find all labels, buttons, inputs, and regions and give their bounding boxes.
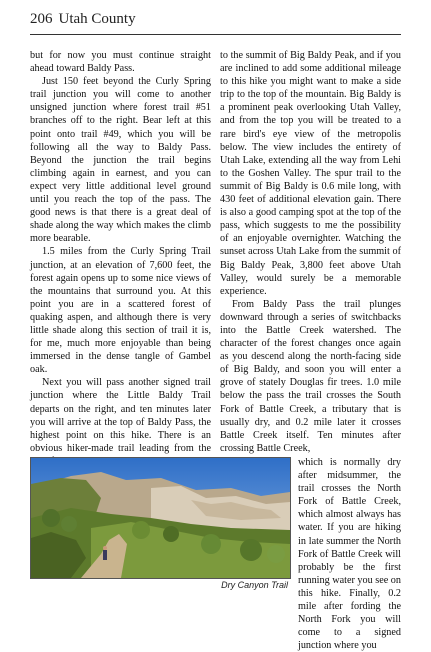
paragraph: which is normally dry after midsummer, the trail crosses the North Fork of Battle Creek, which almost always has water. If you are hiking in late summer the North Fork of Battle Creek will probably be the first running water you see on this hike. Finally, 0.2 mile after fording the North Fork you will come to a signed junction where you [298, 457, 401, 652]
header-rule [30, 34, 401, 35]
paragraph: but for now you must continue straight ahead toward Baldy Pass. [30, 50, 211, 75]
paragraph: 1.5 miles from the Curly Spring Trail junction, at an elevation of 7,600 feet, the forest again opens up to some nice views of the mountains that surround you. At this point you are in a scattered forest of quaking aspen, and although there is very little shade along this section of trail it is, for me, much more enjoyable than being immersed in the dense tangle of Gambel oak. [30, 246, 211, 376]
canyon-photo-illustration [31, 458, 290, 578]
narrow-text-column [298, 456, 401, 652]
trail-photo [30, 457, 291, 579]
page-header [30, 10, 401, 34]
paragraph: Just 150 feet beyond the Curly Spring trail junction you will come to another unsigned junction where forest trail #51 branches off to the right. Bear left at this point onto trail #49, which you will be following all the way to Baldy Pass. Beyond the junction the trail begins climbing again in earnest, and you can expect very little additional level ground until you reach the top of the pass. The good news is that there is a great deal of shade along the way which makes the climb more bearable. [30, 76, 211, 245]
paragraph: Next you will pass another signed trail junction where the Little Baldy Trail departs on the right, and ten minutes later you will arrive at the top of Baldy Pass, the highest point on this hike. There is an obvious hiker-made trail leading from the [30, 377, 211, 454]
paragraph: From Baldy Pass the trail plunges downward through a series of switchbacks into the Battle Creek watershed. The character of the forest changes once again as you descend along the north-facing side of Big Baldy, and soon you will enter a grove of stately Douglas fir trees. 1.0 mile below the pass the trail crosses the South Fork of Battle Creek, a tributary that is usually dry, and 0.2 mile later it crosses Battle Creek itself. Ten minutes after crossing Battle Creek, [220, 298, 401, 454]
running-title: Utah County [58, 11, 136, 27]
page-number: 206 [30, 11, 53, 27]
photo-caption: Dry Canyon Trail [221, 580, 288, 590]
left-text-column [30, 49, 211, 468]
right-text-column [220, 49, 401, 455]
paragraph: to the summit of Big Baldy Peak, and if you are inclined to add some additional mileage to this hike you might want to make a side trip to the top of the mountain. Big Baldy is a prominent peak overlooking Utah Valley, and from the top you will be treated to a rare bird's eye view of the metropolis below. The view includes the entirety of Utah Lake, extending all the way from Lehi to the Goshen Valley. The spur trail to the summit of Big Baldy is 0.6 mile long, with 430 feet of additional elevation gain. There is also a good camping spot at the top of the pass, which suggests to me the possibility of an enjoyable overnighter. Watching the sunset across Utah Lake from the summit of Big Baldy Peak, 3,800 feet above Utah Valley, would surely be a memorable experience. [220, 50, 401, 297]
